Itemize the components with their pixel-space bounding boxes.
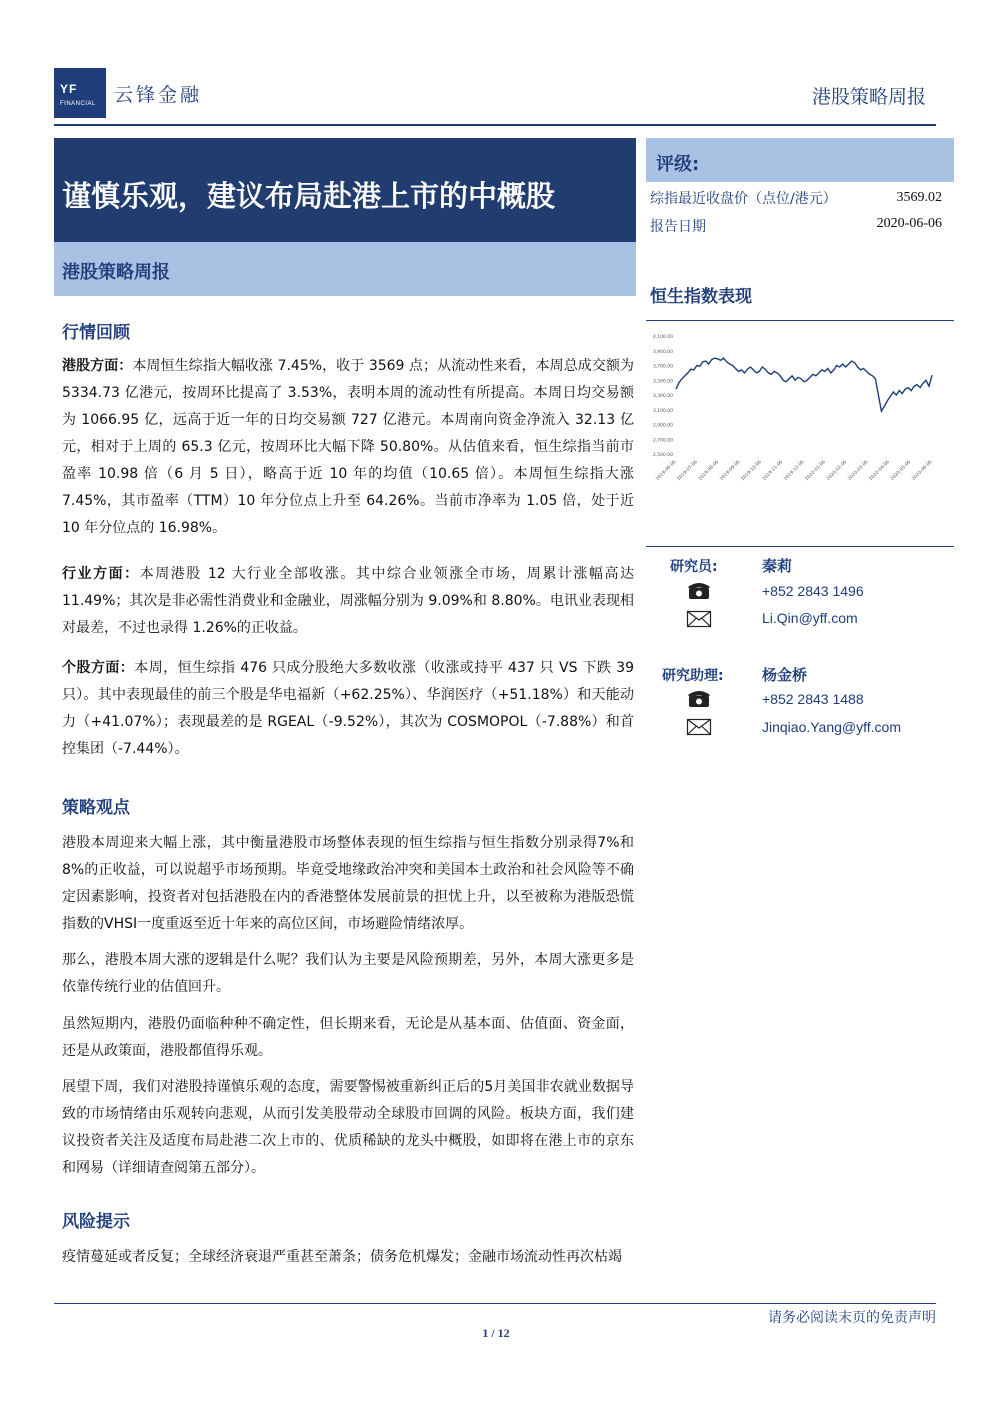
researcher-email[interactable]: Li.Qin@yff.com (762, 610, 858, 626)
logo-subtext: FINANCIAL (60, 101, 96, 107)
chart-divider (646, 320, 954, 321)
phone-icon (686, 687, 712, 709)
paragraph-body: 本周恒生综指大幅收涨 7.45%，收于 3569 点；从流动性来看，本周总成交额为 5334.73 亿港元，按周环比提高了 3.53%，表明本周的流动性有所提高。本周日均交易额为 1066.95 亿，远高于近一年的日均交易额 727 亿港元。本周南向资金净流入 32.13 亿元，相对于上周的 65.3 亿元，按周环比大幅下降 50.80%。从估值来看，恒生综指当前市盈率 10.98 倍（6 月 5 日），略高于近 10 年的均值（10.65 倍）。本周恒生综指大涨 7.45%，其市盈率（TTM）10 年分位点上升至 64.26%。当前市净率为 1.05 倍，处于近 10 年分位点的 16.98%。 (62, 358, 635, 536)
rating-banner (646, 138, 954, 182)
page-number: 1 / 12 (482, 1326, 510, 1340)
section-heading-strategy: 策略观点 (62, 798, 130, 818)
envelope-icon (686, 716, 712, 738)
paragraph-stocks (62, 655, 634, 763)
assistant-email[interactable]: Jinqiao.Yang@yff.com (762, 719, 901, 735)
x-tick-label: 2019-07-06 (676, 459, 699, 482)
paragraph-strategy-3: 虽然短期内，港股仍面临种种不确定性，但长期来看，无论是从基本面、估值面、资金面，还是从政策面，港股都值得乐观。 (62, 1016, 634, 1059)
paragraph-strategy-2: 那么，港股本周大涨的逻辑是什么呢？我们认为主要是风险预期差，另外，本周大涨更多是依靠传统行业的估值回升。 (62, 952, 634, 995)
x-tick-label: 2020-06-06 (911, 459, 934, 482)
brand-name: 云锋金融 (114, 84, 203, 106)
chart-title: 恒生指数表现 (650, 287, 752, 307)
report-date-value: 2020-06-06 (876, 216, 942, 231)
researcher-role: 研究员: (670, 559, 718, 575)
y-tick-label: 3,500.00 (652, 379, 673, 385)
x-tick-label: 2020-04-06 (868, 459, 891, 482)
rating-label: 评级: (656, 154, 700, 175)
report-type-header: 港股策略周报 (811, 86, 926, 108)
section-heading-risk: 风险提示 (62, 1212, 130, 1232)
logo-text: YF (60, 82, 78, 96)
x-tick-label: 2020-03-06 (847, 459, 870, 482)
x-tick-label: 2020-02-06 (826, 459, 849, 482)
section-heading-review: 行情回顾 (62, 323, 130, 343)
paragraph-body: 本周，恒生综指 476 只成分股绝大多数收涨（收涨或持平 437 只 VS 下跌 39 只）。其中表现最佳的前三个股是华电福新（+62.25%）、华润医疗（+51.18%）和天能动力（+41.07%）；表现最差的是 RGEAL（-9.52%），其次为 COSMOPOL（-7.88%）和首控集团（-7.44%）。 (62, 660, 635, 757)
footer-divider (54, 1303, 936, 1304)
hsi-series-line (676, 358, 932, 411)
y-tick-label: 3,700.00 (652, 364, 673, 370)
paragraph-body: 本周港股 12 大行业全部收涨。其中综合业领涨全市场，周累计涨幅高达 11.49%；其次是非必需性消费业和金融业，周涨幅分别为 9.09%和 8.80%。电讯业表现相对最差，不过也录得 1.26%的正收益。 (62, 566, 635, 636)
report-date-label: 报告日期 (650, 219, 706, 235)
subtitle-banner (54, 242, 636, 296)
close-price-value: 3569.02 (896, 190, 942, 205)
researcher-phone: +852 2843 1496 (762, 583, 864, 599)
phone-icon (686, 579, 712, 601)
y-tick-label: 2,500.00 (652, 453, 673, 458)
assistant-phone: +852 2843 1488 (762, 691, 864, 707)
paragraph-strategy-1: 港股本周迎来大幅上涨，其中衡量港股市场整体表现的恒生综指与恒生指数分别录得7%和8%的正收益，可以说超乎市场预期。毕竟受地缘政治冲突和美国本土政治和社会风险等不确定因素影响，投资者对包括港股在内的香港整体发展前景的担忧上升，以至被称为港版恐慌指数的VHSI一度重返至近十年来的高位区间，市场避险情绪浓厚。 (62, 835, 634, 932)
x-tick-label: 2019-08-06 (698, 459, 721, 482)
close-price-label: 综指最近收盘价（点位/港元） (650, 191, 837, 207)
x-tick-label: 2019-12-06 (783, 459, 806, 482)
assistant-role: 研究助理: (662, 668, 724, 684)
contacts-divider (646, 546, 954, 547)
y-tick-label: 2,700.00 (652, 438, 673, 444)
paragraph-industry (62, 561, 634, 642)
x-tick-label: 2020-05-06 (890, 459, 913, 482)
x-tick-label: 2020-01-06 (804, 459, 827, 482)
envelope-icon (686, 608, 712, 630)
y-tick-label: 2,900.00 (652, 423, 673, 429)
paragraph-lead: 个股方面： (62, 660, 135, 676)
y-tick-label: 4,100.00 (652, 335, 673, 340)
y-tick-label: 3,300.00 (652, 394, 673, 399)
x-tick-label: 2019-06-06 (655, 459, 678, 482)
company-logo (54, 68, 106, 118)
header-divider (54, 124, 936, 126)
page-title: 谨慎乐观，建议布局赴港上市的中概股 (62, 179, 556, 213)
x-tick-label: 2019-09-06 (719, 459, 742, 482)
assistant-name: 杨金桥 (762, 666, 808, 684)
hsi-line-chart (646, 326, 954, 490)
title-banner (54, 138, 636, 242)
paragraph-hk-market (62, 353, 634, 542)
x-tick-label: 2019-11-06 (762, 459, 785, 482)
paragraph-risk: 疫情蔓延或者反复；全球经济衰退严重甚至萧条；债务危机爆发；金融市场流动性再次枯竭 (62, 1249, 622, 1265)
page-subtitle: 港股策略周报 (62, 262, 170, 283)
paragraph-lead: 港股方面： (62, 358, 133, 374)
disclaimer-note: 请务必阅读末页的免责声明 (768, 1310, 936, 1326)
paragraph-lead: 行业方面： (62, 566, 140, 582)
researcher-name: 秦莉 (762, 557, 793, 575)
y-tick-label: 3,100.00 (652, 408, 673, 414)
paragraph-strategy-4: 展望下周，我们对港股持谨慎乐观的态度，需要警惕被重新纠正后的5月美国非农就业数据导致的市场情绪由乐观转向悲观，从而引发美股带动全球股市回调的风险。板块方面，我们建议投资者关注及适度布局赴港二次上市的、优质稀缺的龙头中概股，如即将在港上市的京东和网易（详细请查阅第五部分）。 (62, 1079, 634, 1176)
y-tick-label: 3,900.00 (652, 349, 673, 355)
x-tick-label: 2019-10-06 (740, 459, 763, 482)
